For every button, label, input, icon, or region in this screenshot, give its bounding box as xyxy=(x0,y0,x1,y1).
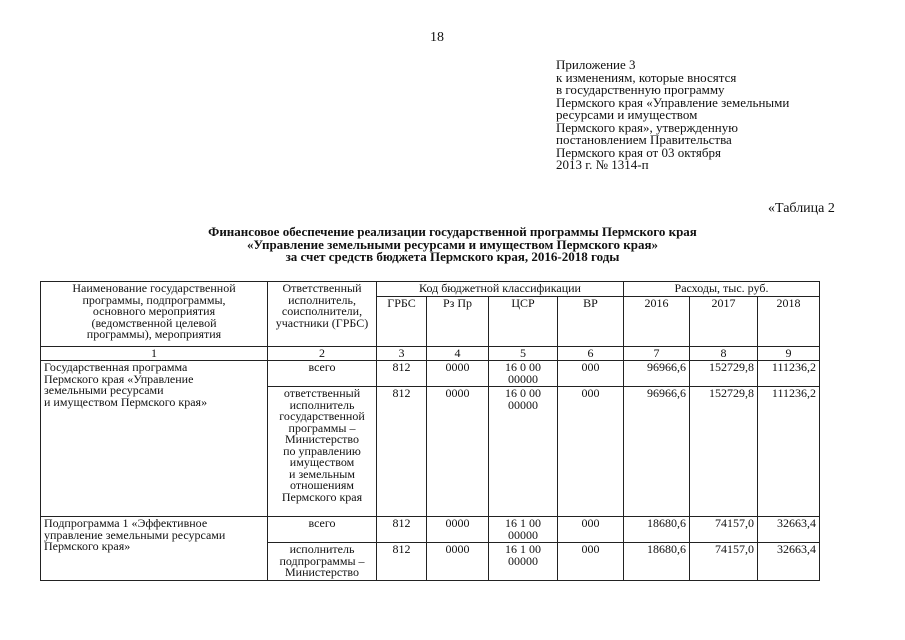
appendix-line: ресурсами и имуществом xyxy=(556,107,698,122)
header-year-2017: 2017 xyxy=(690,296,758,346)
vr-cell: 000 xyxy=(558,543,624,581)
column-number: 2 xyxy=(268,346,377,361)
page-number: 18 xyxy=(430,30,444,45)
header-executor-column: Ответственный исполнитель, соисполнители, участники (ГРБС) xyxy=(268,282,377,347)
amount-2016: 96966,6 xyxy=(624,361,690,387)
appendix-line: Пермского края от 03 октября xyxy=(556,144,721,160)
column-number: 7 xyxy=(624,346,690,361)
header-year-2016: 2016 xyxy=(624,296,690,346)
header-year-2018: 2018 xyxy=(758,296,820,346)
header-name-column: Наименование государственной программы, подпрограммы, основного мероприятия (ведомственной целевой программы), мероприятия xyxy=(41,282,268,347)
appendix-line: 2013 г. № 1314-п xyxy=(556,157,649,172)
table-row xyxy=(41,361,820,387)
appendix-line: Пермского края», утвержденную xyxy=(556,119,738,135)
document-title xyxy=(110,226,795,264)
header-expenses-group: Расходы, тыс. руб. xyxy=(624,282,820,297)
executor-cell: исполнитель подпрограммы – Министерство xyxy=(268,543,377,581)
table-label: «Таблица 2 xyxy=(768,201,835,216)
title-line: за счет средств бюджета Пермского края, 2016-2018 годы xyxy=(285,249,620,264)
csr-cell: 16 0 00 00000 xyxy=(489,361,558,387)
vr-cell: 000 xyxy=(558,387,624,517)
table-row xyxy=(41,517,820,543)
subprogram-name: Подпрограмма 1 «Эффективное управление земельными ресурсами Пермского края» xyxy=(41,517,268,581)
csr-cell: 16 1 00 00000 xyxy=(489,517,558,543)
column-number: 1 xyxy=(41,346,268,361)
header-grbs: ГРБС xyxy=(377,296,427,346)
rzpr-cell: 0000 xyxy=(427,387,489,517)
rzpr-cell: 0000 xyxy=(427,517,489,543)
title-line: Финансовое обеспечение реализации государственной программы Пермского края xyxy=(208,224,697,239)
appendix-note xyxy=(556,59,789,172)
csr-cell: 16 1 00 00000 xyxy=(489,543,558,581)
grbs-cell: 812 xyxy=(377,361,427,387)
amount-2017: 152729,8 xyxy=(690,361,758,387)
amount-2018: 32663,4 xyxy=(758,543,820,581)
appendix-line: постановлением Правительства xyxy=(556,132,732,147)
executor-cell: ответственный исполнитель государственной программы – Министерство по управлению имуществом и земельным отношениям Пермского края xyxy=(268,387,377,517)
column-number: 5 xyxy=(489,346,558,361)
column-number: 9 xyxy=(758,346,820,361)
amount-2018: 111236,2 xyxy=(758,361,820,387)
finance-table xyxy=(40,281,820,581)
amount-2017: 74157,0 xyxy=(690,517,758,543)
appendix-line: Приложение 3 xyxy=(556,57,636,72)
amount-2016: 96966,6 xyxy=(624,387,690,517)
header-rzpr: Рз Пр xyxy=(427,296,489,346)
amount-2018: 32663,4 xyxy=(758,517,820,543)
amount-2016: 18680,6 xyxy=(624,543,690,581)
column-number: 4 xyxy=(427,346,489,361)
column-number-row xyxy=(41,346,820,361)
program-name: Государственная программа Пермского края «Управление земельными ресурсами и имуществом Пермского края» xyxy=(41,361,268,517)
header-vr: ВР xyxy=(558,296,624,346)
column-number: 8 xyxy=(690,346,758,361)
csr-cell: 16 0 00 00000 xyxy=(489,387,558,517)
grbs-cell: 812 xyxy=(377,387,427,517)
header-budget-code-group: Код бюджетной классификации xyxy=(377,282,624,297)
appendix-line: к изменениям, которые вносятся xyxy=(556,69,737,85)
executor-cell: всего xyxy=(268,361,377,387)
grbs-cell: 812 xyxy=(377,517,427,543)
amount-2018: 111236,2 xyxy=(758,387,820,517)
title-line: «Управление земельными ресурсами и имуществом Пермского края» xyxy=(246,236,659,252)
header-csr: ЦСР xyxy=(489,296,558,346)
rzpr-cell: 0000 xyxy=(427,543,489,581)
executor-cell: всего xyxy=(268,517,377,543)
column-number: 3 xyxy=(377,346,427,361)
appendix-line: Пермского края «Управление земельными xyxy=(556,94,790,110)
appendix-line: в государственную программу xyxy=(556,82,725,97)
amount-2017: 74157,0 xyxy=(690,543,758,581)
amount-2016: 18680,6 xyxy=(624,517,690,543)
grbs-cell: 812 xyxy=(377,543,427,581)
amount-2017: 152729,8 xyxy=(690,387,758,517)
vr-cell: 000 xyxy=(558,517,624,543)
rzpr-cell: 0000 xyxy=(427,361,489,387)
vr-cell: 000 xyxy=(558,361,624,387)
column-number: 6 xyxy=(558,346,624,361)
